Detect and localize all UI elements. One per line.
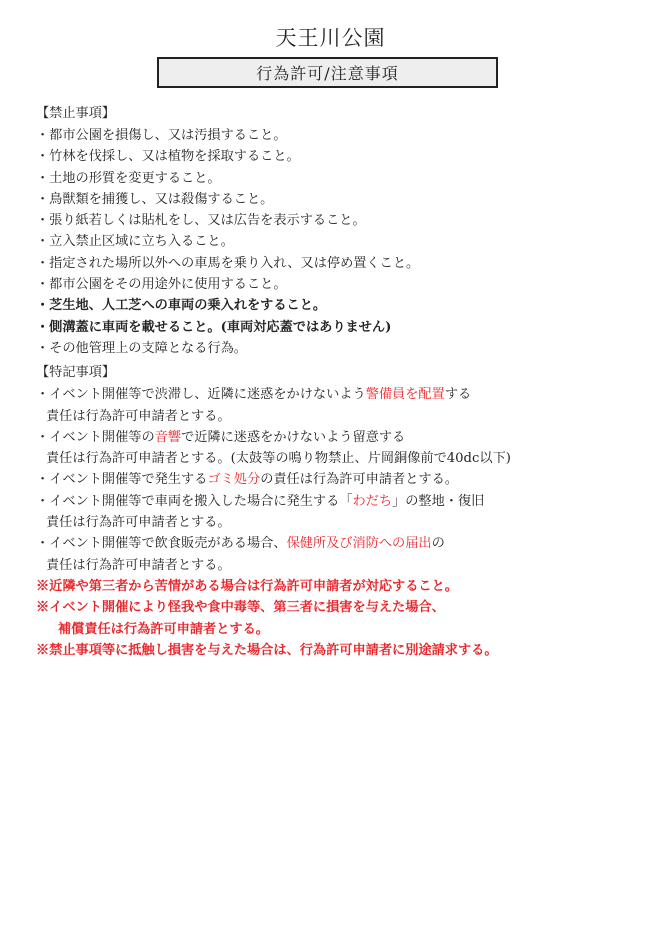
- item-text: の責任は行為許可申請者とする。: [260, 472, 458, 488]
- list-item: ・指定された場所以外への車馬を乗り入れ、又は停め置くこと。: [36, 255, 420, 271]
- item-continuation: 責任は行為許可申請者とする。(太鼓等の鳴り物禁止、片岡銅像前で40dc以下): [46, 451, 511, 467]
- banner-text: 行為許可/注意事項: [256, 64, 399, 83]
- highlight-text: 保健所及び消防への届出: [286, 536, 432, 552]
- prohibited-heading: 【禁止事項】: [36, 106, 116, 121]
- special-item: [36, 427, 636, 448]
- special-list: [36, 384, 636, 576]
- item-text: で近隣に迷惑をかけないよう留意する: [181, 429, 406, 445]
- highlight-text: ゴミ処分: [207, 472, 261, 488]
- item-text: ・イベント開催等の: [36, 429, 155, 445]
- item-text: する: [444, 387, 472, 403]
- item-text: 」の整地・復旧: [392, 493, 485, 509]
- prohibited-list: [36, 125, 636, 359]
- item-text: ・イベント開催等で発生する: [36, 472, 208, 488]
- special-heading: 【特記事項】: [36, 365, 116, 381]
- list-item: ・土地の形質を変更すること。: [36, 170, 221, 186]
- special-item: [36, 533, 636, 554]
- page-title: 天王川公園: [275, 26, 386, 50]
- list-item: ・鳥獣類を捕獲し、又は殺傷すること。: [36, 191, 274, 207]
- item-continuation: 責任は行為許可申請者とする。: [46, 557, 231, 573]
- special-item: [36, 469, 636, 490]
- list-item: ・張り紙若しくは貼札をし、又は広告を表示すること。: [36, 213, 366, 229]
- note-line: ※禁止事項等に抵触し損害を与えた場合は、行為許可申請者に別途請求する。: [36, 643, 498, 659]
- note-line: 補償責任は行為許可申請者とする。: [58, 621, 269, 637]
- list-item: ・芝生地、人工芝への車両の乗入れをすること。: [36, 298, 327, 314]
- subtitle-banner: [157, 57, 498, 88]
- item-continuation: 責任は行為許可申請者とする。: [46, 515, 231, 531]
- special-item: [36, 384, 636, 405]
- note-line: ※イベント開催により怪我や食中毒等、第三者に損害を与えた場合、: [36, 600, 445, 616]
- list-item: ・立入禁止区域に立ち入ること。: [36, 234, 234, 250]
- item-text: ・イベント開催等で渋滞し、近隣に迷惑をかけないよう: [36, 387, 366, 403]
- list-item: ・側溝蓋に車両を載せること。(車両対応蓋ではありません): [36, 319, 392, 335]
- item-text: の: [431, 536, 445, 552]
- note-line: ※近隣や第三者から苦情がある場合は行為許可申請者が対応すること。: [36, 578, 458, 594]
- list-item: ・竹林を伐採し、又は植物を採取すること。: [36, 149, 300, 165]
- item-continuation: 責任は行為許可申請者とする。: [46, 408, 231, 424]
- list-item: ・その他管理上の支障となる行為。: [36, 340, 247, 356]
- highlight-text: 警備員を配置: [365, 387, 445, 403]
- highlight-text: 音響: [154, 429, 182, 445]
- highlight-text: わだち: [352, 493, 393, 509]
- notice-content: [36, 103, 636, 662]
- special-item: [36, 491, 636, 512]
- item-text: ・イベント開催等で車両を搬入した場合に発生する「: [36, 493, 353, 509]
- list-item: ・都市公園をその用途外に使用すること。: [36, 277, 287, 293]
- notes: [36, 576, 636, 662]
- item-text: ・イベント開催等で飲食販売がある場合、: [36, 536, 287, 552]
- list-item: ・都市公園を損傷し、又は汚損すること。: [36, 128, 287, 143]
